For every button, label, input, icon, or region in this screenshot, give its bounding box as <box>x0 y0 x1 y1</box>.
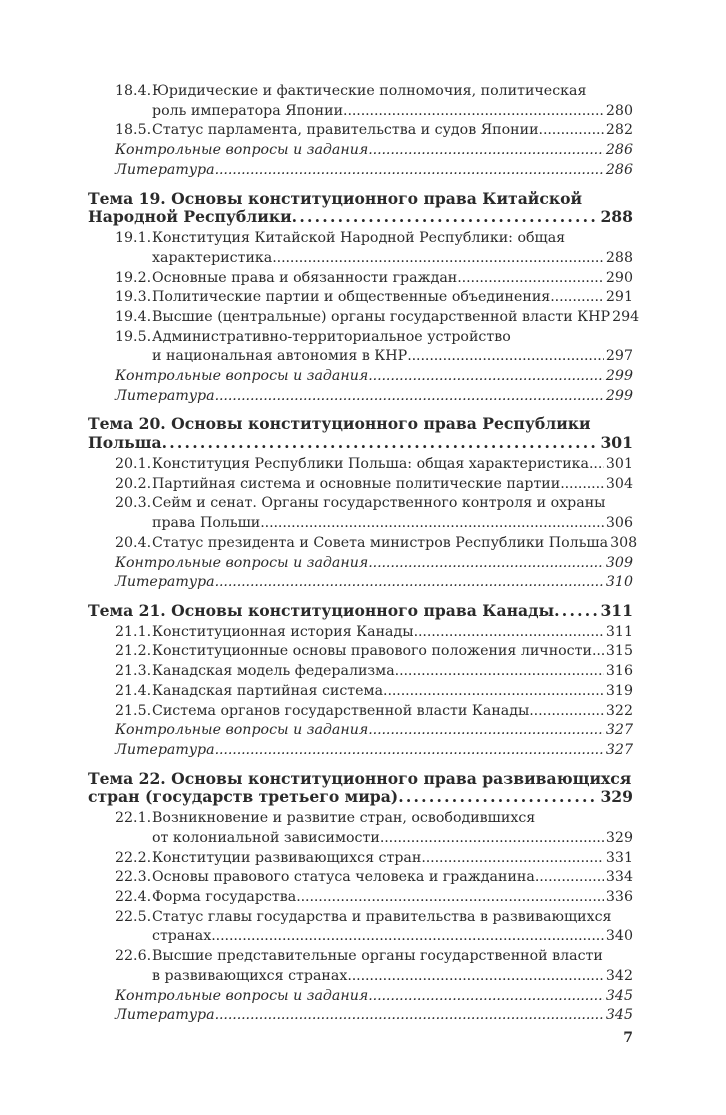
entry-title-line: Конституционная история Канады <box>152 623 414 640</box>
entry-title-line: Основы правового статуса человека и гражданина <box>152 869 535 886</box>
entry-page-number: 290 <box>605 269 633 286</box>
toc-section-entry[interactable] <box>88 947 633 986</box>
dot-leader <box>457 269 604 289</box>
dot-leader <box>398 788 598 807</box>
entry-title-line: Партийная система и основные политические партии <box>152 475 561 492</box>
toc-section-entry[interactable] <box>88 534 638 554</box>
toc-section-entry[interactable] <box>88 702 633 722</box>
entry-number: 21.3. <box>115 663 152 680</box>
entry-title-line: Тема 22. Основы конституционного права развивающихся <box>88 768 632 788</box>
toc-supplement-entry[interactable] <box>88 141 633 161</box>
entry-page-number: 322 <box>605 702 633 719</box>
dot-leader <box>368 141 604 161</box>
dot-leader <box>215 573 604 593</box>
page-number: 7 <box>623 1030 633 1046</box>
dot-leader <box>539 121 604 141</box>
entry-title-line: Статус главы государства и правительства в развивающихся <box>152 908 612 925</box>
entry-number: 22.5. <box>115 908 152 925</box>
entry-page-number: 299 <box>605 368 633 385</box>
toc-section-entry[interactable] <box>88 662 633 682</box>
entry-number: 22.4. <box>115 889 152 906</box>
entry-page-number: 306 <box>605 515 633 532</box>
toc-section-entry[interactable] <box>88 288 633 308</box>
entry-page-number: 329 <box>600 787 633 807</box>
entry-number: 18.4. <box>115 83 152 99</box>
toc-section-entry[interactable] <box>88 455 633 475</box>
dot-leader <box>592 642 604 662</box>
entry-page-number: 288 <box>600 207 633 227</box>
entry-title-line: Статус президента и Совета министров Республики Польша <box>152 534 609 551</box>
entry-page-number: 329 <box>605 829 633 846</box>
toc-section-entry[interactable] <box>88 308 640 328</box>
entry-title-line: права Польши <box>152 515 261 532</box>
entry-page-number: 280 <box>605 102 633 119</box>
entry-page-number: 301 <box>600 433 633 453</box>
entry-page-number: 340 <box>605 928 633 945</box>
toc-chapter-entry[interactable] <box>88 190 633 228</box>
toc-section-entry[interactable] <box>88 269 633 289</box>
entry-page-number: 282 <box>605 122 633 139</box>
toc-chapter-entry[interactable] <box>88 602 633 621</box>
dot-leader <box>211 927 604 947</box>
entry-number: 19.1. <box>115 230 152 247</box>
toc-supplement-entry[interactable] <box>88 741 633 761</box>
dot-leader <box>296 888 604 908</box>
dot-leader <box>554 602 598 621</box>
entry-page-number: 304 <box>605 475 633 492</box>
entry-page-number: 299 <box>605 387 633 404</box>
entry-title-line: Канадская партийная система <box>152 682 384 699</box>
entry-number: 18.5. <box>115 122 152 139</box>
entry-title-line: характеристика <box>152 249 273 266</box>
dot-leader <box>560 475 604 495</box>
entry-page-number: 345 <box>605 987 633 1004</box>
entry-title-line: Сейм и сенат. Органы государственного контроля и охраны <box>152 495 606 512</box>
entry-number: 22.3. <box>115 869 152 886</box>
toc-supplement-entry[interactable] <box>88 987 633 1007</box>
entry-title-line: Административно-территориальное устройство <box>152 328 511 345</box>
toc-supplement-entry[interactable] <box>88 367 633 387</box>
toc-chapter-entry[interactable] <box>88 415 633 453</box>
toc-section-entry[interactable] <box>88 682 633 702</box>
entry-title-line: Конституции развивающихся стран <box>152 849 422 866</box>
entry-title-line: Контрольные вопросы и задания <box>115 987 369 1004</box>
toc-section-entry[interactable] <box>88 623 633 643</box>
entry-number: 22.2. <box>115 849 152 866</box>
entry-title-line: от колониальной зависимости <box>152 829 380 846</box>
entry-number: 20.4. <box>115 534 152 551</box>
entry-number: 20.3. <box>115 495 152 512</box>
entry-title-line: Конституция Республики Польша: общая характеристика <box>152 456 590 473</box>
dot-leader <box>589 455 604 475</box>
entry-title-line: Высшие представительные органы государственной власти <box>152 948 603 965</box>
toc-section-entry[interactable] <box>88 82 633 121</box>
entry-page-number: 286 <box>605 161 633 178</box>
entry-title-line: Юридические и фактические полномочия, политическая <box>152 83 587 99</box>
toc-chapter-entry[interactable] <box>88 770 633 808</box>
dot-leader <box>421 849 604 869</box>
entry-page-number: 327 <box>605 741 633 758</box>
dot-leader <box>368 367 604 387</box>
dot-leader <box>395 662 604 682</box>
entry-title-line: странах <box>152 928 212 945</box>
dot-leader <box>368 987 604 1007</box>
dot-leader <box>407 347 604 367</box>
entry-title-line: Тема 19. Основы конституционного права Китайской <box>88 188 583 208</box>
dot-leader <box>414 623 604 643</box>
dot-leader <box>292 208 599 227</box>
dot-leader <box>260 514 604 534</box>
toc-supplement-entry[interactable] <box>88 387 633 407</box>
toc-section-entry[interactable] <box>88 908 633 947</box>
toc-section-entry[interactable] <box>88 121 633 141</box>
entry-title-line: Тема 21. Основы конституционного права Канады <box>88 600 555 620</box>
entry-title-line: Высшие (центральные) органы государственной власти КНР <box>152 308 611 325</box>
entry-title-line: и национальная автономия в КНР <box>152 348 408 365</box>
entry-number: 21.1. <box>115 623 152 640</box>
entry-page-number: 319 <box>605 682 633 699</box>
entry-page-number: 316 <box>605 663 633 680</box>
entry-number: 19.3. <box>115 289 152 306</box>
dot-leader <box>535 868 604 888</box>
dot-leader <box>550 288 604 308</box>
entry-page-number: 310 <box>605 574 633 591</box>
dot-leader <box>368 554 604 574</box>
dot-leader <box>343 102 604 122</box>
entry-number: 21.5. <box>115 702 152 719</box>
entry-page-number: 315 <box>605 643 633 660</box>
entry-page-number: 334 <box>605 869 633 886</box>
entry-title-line: Конституционные основы правового положения личности <box>152 643 592 660</box>
entry-number: 19.4. <box>115 308 152 325</box>
entry-number: 21.4. <box>115 682 152 699</box>
entry-title-line: Основные права и обязанности граждан <box>152 269 458 286</box>
toc-section-entry[interactable] <box>88 868 633 888</box>
toc-section-entry[interactable] <box>88 642 633 662</box>
entry-number: 21.2. <box>115 643 152 660</box>
entry-title-line: Контрольные вопросы и задания <box>115 554 369 571</box>
entry-title-line: роль императора Японии <box>152 102 344 119</box>
entry-number: 20.2. <box>115 475 152 492</box>
entry-number: 19.2. <box>115 269 152 286</box>
entry-page-number: 286 <box>605 142 633 159</box>
entry-page-number: 311 <box>605 623 633 640</box>
entry-title-line: Контрольные вопросы и задания <box>115 722 369 739</box>
toc-supplement-entry[interactable] <box>88 554 633 574</box>
toc-section-entry[interactable] <box>88 849 633 869</box>
dot-leader <box>215 1006 604 1026</box>
entry-page-number: 311 <box>600 600 633 620</box>
table-of-contents <box>88 82 640 1026</box>
entry-title-line: Система органов государственной власти Канады <box>152 702 530 719</box>
entry-title-line: стран (государств третьего мира) <box>88 787 399 807</box>
dot-leader <box>215 161 604 181</box>
dot-leader <box>215 741 604 761</box>
entry-title-line: Литература <box>115 1007 215 1024</box>
entry-number: 22.6. <box>115 948 152 965</box>
entry-page-number: 301 <box>605 456 633 473</box>
toc-supplement-entry[interactable] <box>88 573 633 593</box>
dot-leader <box>368 721 604 741</box>
entry-title-line: Тема 20. Основы конституционного права Республики <box>88 414 591 434</box>
toc-supplement-entry[interactable] <box>88 161 633 181</box>
entry-title-line: Конституция Китайской Народной Республики: общая <box>152 230 566 247</box>
entry-title-line: Статус парламента, правительства и судов Японии <box>152 122 539 139</box>
entry-title-line: Литература <box>115 387 215 404</box>
toc-section-entry[interactable] <box>88 809 633 848</box>
entry-page-number: 294 <box>612 308 640 325</box>
entry-page-number: 336 <box>605 889 633 906</box>
entry-page-number: 309 <box>605 554 633 571</box>
entry-title-line: Польша <box>88 433 162 453</box>
toc-supplement-entry[interactable] <box>88 1006 633 1026</box>
entry-title-line: Литература <box>115 161 215 178</box>
entry-title-line: Возникновение и развитие стран, освободившихся <box>152 810 536 827</box>
entry-title-line: Литература <box>115 741 215 758</box>
entry-page-number: 288 <box>605 249 633 266</box>
toc-section-entry[interactable] <box>88 494 633 533</box>
entry-page-number: 327 <box>605 722 633 739</box>
entry-title-line: Контрольные вопросы и задания <box>115 368 369 385</box>
entry-title-line: Политические партии и общественные объединения <box>152 289 551 306</box>
entry-title-line: Канадская модель федерализма <box>152 663 395 680</box>
entry-title-line: в развивающихся странах <box>152 967 348 984</box>
entry-page-number: 291 <box>605 289 633 306</box>
entry-page-number: 345 <box>605 1007 633 1024</box>
dot-leader <box>215 387 604 407</box>
entry-title-line: Контрольные вопросы и задания <box>115 142 369 159</box>
entry-number: 22.1. <box>115 810 152 827</box>
entry-page-number: 331 <box>605 849 633 866</box>
toc-section-entry[interactable] <box>88 328 633 367</box>
entry-title-line: Форма государства <box>152 889 297 906</box>
dot-leader <box>347 967 604 987</box>
dot-leader <box>380 829 604 849</box>
dot-leader <box>383 682 604 702</box>
entry-page-number: 308 <box>610 534 638 551</box>
toc-section-entry[interactable] <box>88 888 633 908</box>
entry-title-line: Литература <box>115 574 215 591</box>
toc-section-entry[interactable] <box>88 475 633 495</box>
entry-number: 20.1. <box>115 456 152 473</box>
entry-page-number: 297 <box>605 348 633 365</box>
toc-supplement-entry[interactable] <box>88 721 633 741</box>
dot-leader <box>272 249 604 269</box>
entry-page-number: 342 <box>605 967 633 984</box>
dot-leader <box>529 702 604 722</box>
entry-number: 19.5. <box>115 328 152 345</box>
toc-section-entry[interactable] <box>88 229 633 268</box>
dot-leader <box>162 434 599 453</box>
entry-title-line: Народной Республики <box>88 207 292 227</box>
